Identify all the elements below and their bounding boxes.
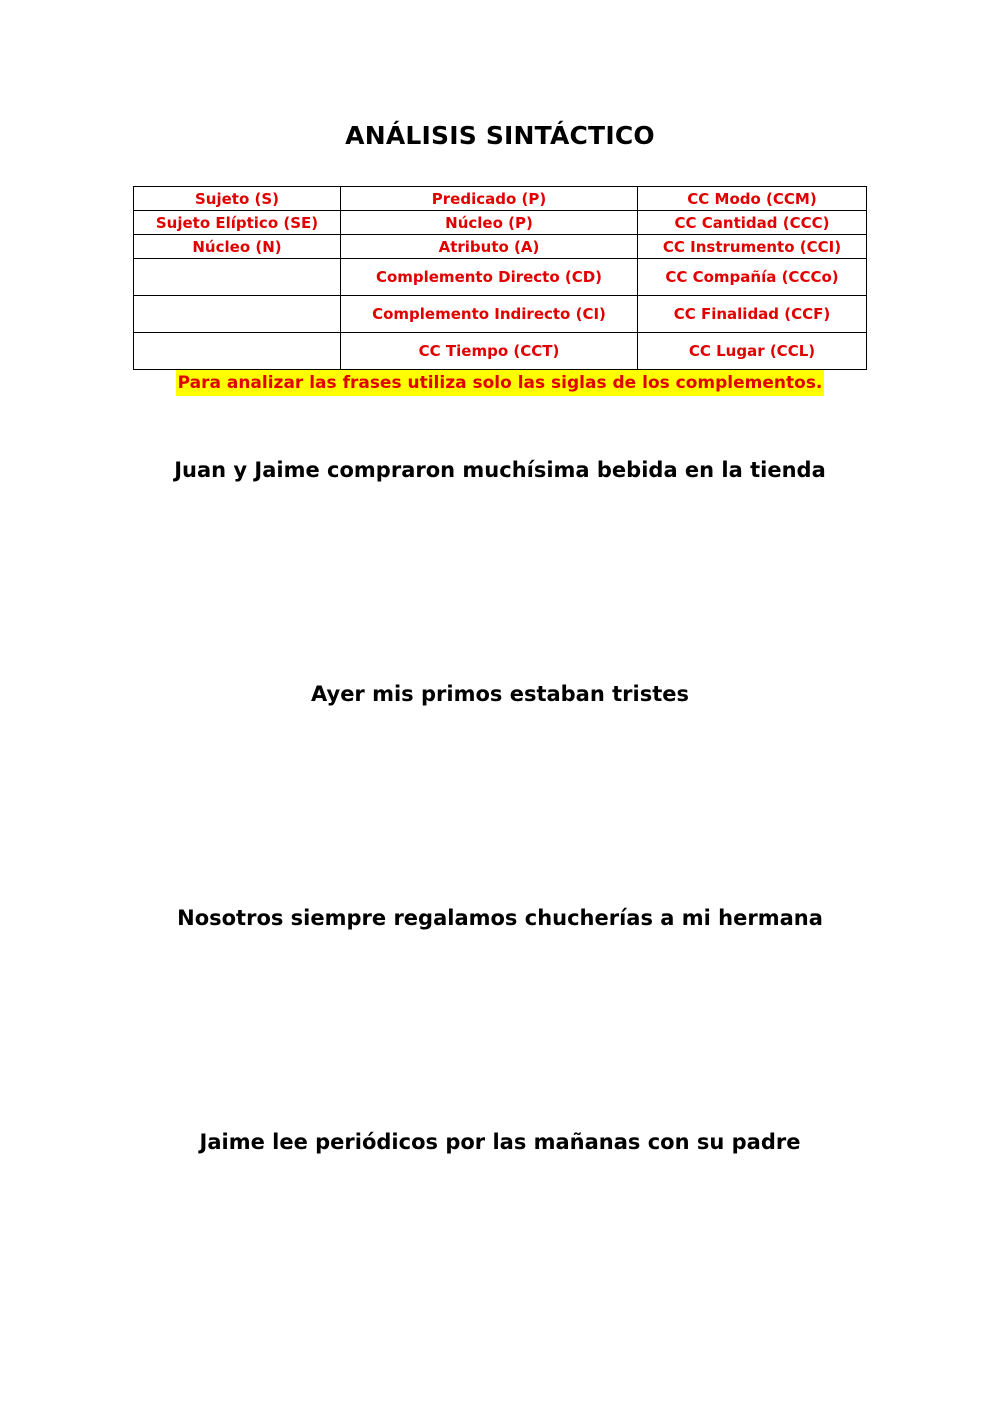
legend-row bbox=[134, 259, 867, 296]
legend-cell: Complemento Indirecto (CI) bbox=[341, 296, 638, 333]
instruction-note: Para analizar las frases utiliza solo las siglas de los complementos. bbox=[176, 370, 825, 396]
legend-cell: CC Compañía (CCCo) bbox=[638, 259, 867, 296]
legend-table bbox=[133, 186, 867, 370]
legend-cell: Núcleo (N) bbox=[134, 235, 341, 259]
sentence-1: Juan y Jaime compraron muchísima bebida en la tienda bbox=[174, 458, 826, 482]
legend-cell: CC Tiempo (CCT) bbox=[341, 333, 638, 370]
instruction-container bbox=[0, 370, 1000, 396]
legend-cell bbox=[134, 296, 341, 333]
legend-cell: Predicado (P) bbox=[341, 187, 638, 211]
legend-cell: CC Finalidad (CCF) bbox=[638, 296, 867, 333]
sentence-4: Jaime lee periódicos por las mañanas con su padre bbox=[199, 1130, 801, 1154]
legend-row bbox=[134, 296, 867, 333]
sentence-2: Ayer mis primos estaban tristes bbox=[311, 682, 689, 706]
legend-row bbox=[134, 187, 867, 211]
legend-cell: Sujeto (S) bbox=[134, 187, 341, 211]
legend-cell bbox=[134, 259, 341, 296]
page-title: ANÁLISIS SINTÁCTICO bbox=[345, 121, 655, 150]
legend-cell: CC Lugar (CCL) bbox=[638, 333, 867, 370]
sentence-3: Nosotros siempre regalamos chucherías a mi hermana bbox=[177, 906, 823, 930]
legend-row bbox=[134, 211, 867, 235]
legend-cell: CC Cantidad (CCC) bbox=[638, 211, 867, 235]
legend-cell: Atributo (A) bbox=[341, 235, 638, 259]
legend-row bbox=[134, 333, 867, 370]
legend-cell: Núcleo (P) bbox=[341, 211, 638, 235]
legend-cell: Sujeto Elíptico (SE) bbox=[134, 211, 341, 235]
legend-row bbox=[134, 235, 867, 259]
legend-cell: CC Instrumento (CCI) bbox=[638, 235, 867, 259]
legend-cell: Complemento Directo (CD) bbox=[341, 259, 638, 296]
legend-cell: CC Modo (CCM) bbox=[638, 187, 867, 211]
legend-cell bbox=[134, 333, 341, 370]
